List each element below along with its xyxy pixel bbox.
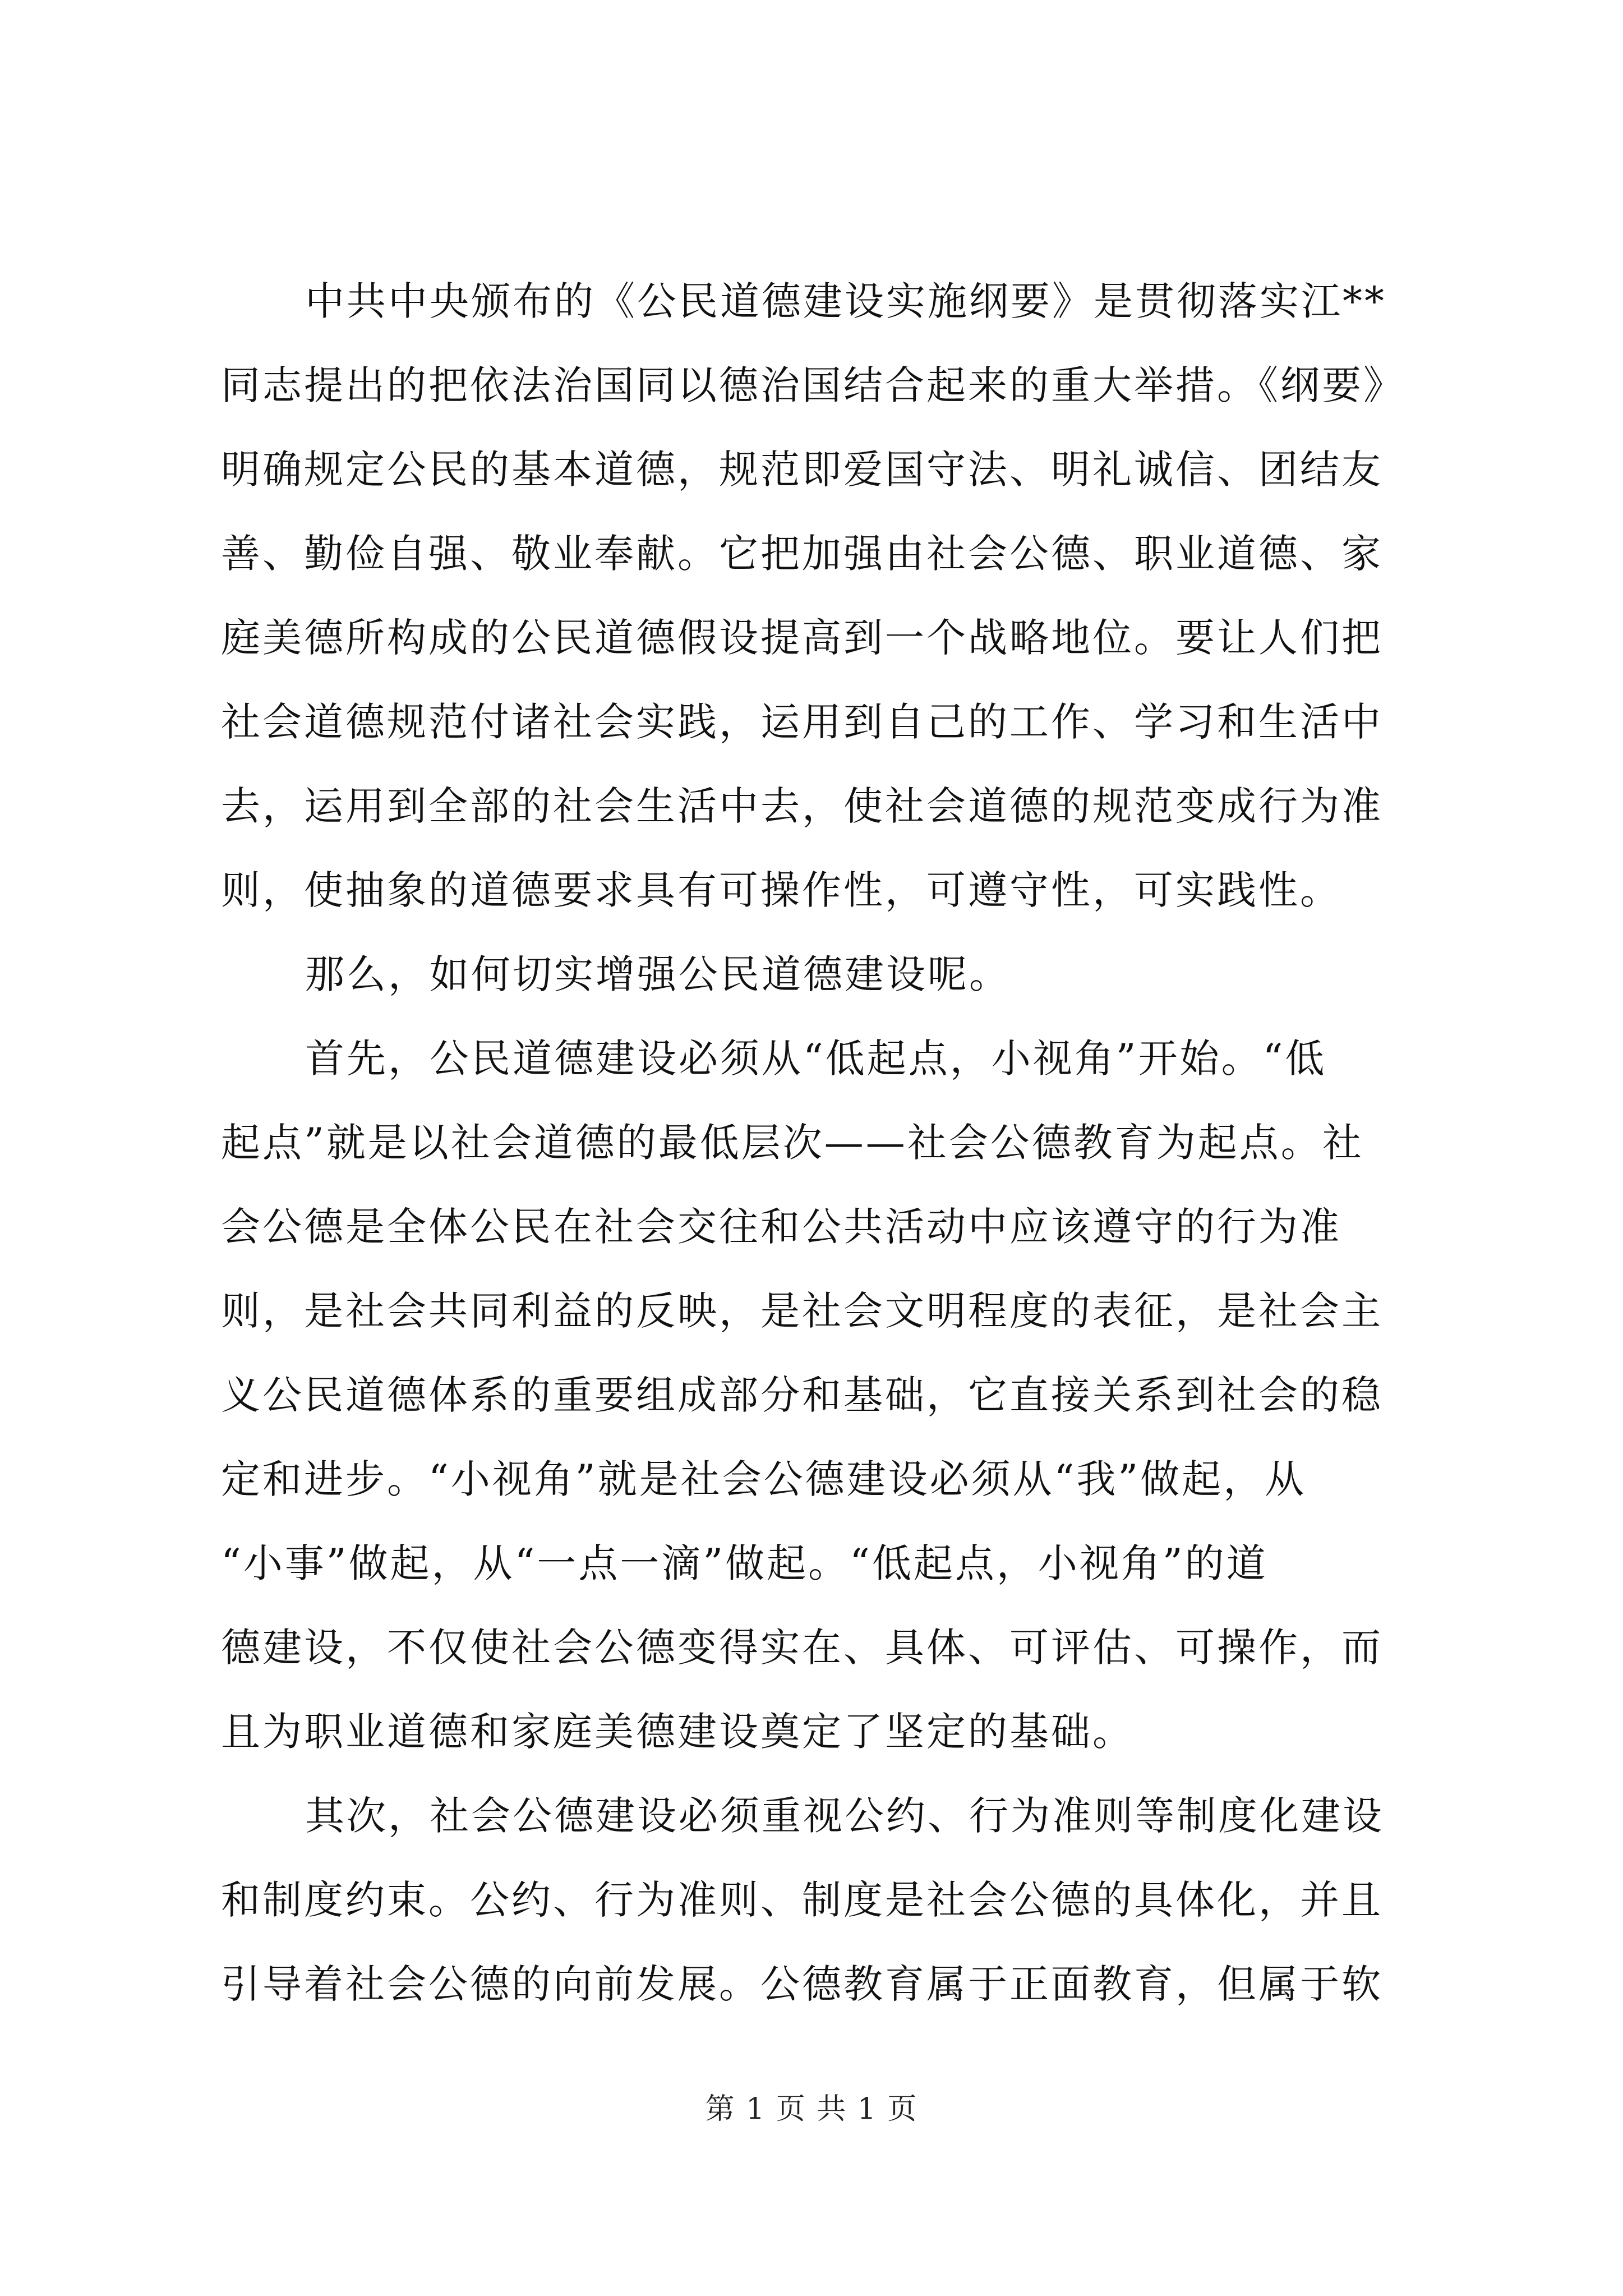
text-line: 那么，如何切实增强公民道德建设呢。 (305, 951, 1011, 997)
text-line: 明确规定公民的基本道德，规范即爱国守法、明礼诚信、团结友 (221, 447, 1383, 493)
text-line: 且为职业道德和家庭美德建设奠定了坚定的基础。 (221, 1709, 1134, 1755)
text-line: “小事”做起，从“一点一滴”做起。“低起点，小视角”的道 (221, 1540, 1268, 1586)
text-line: 庭美德所构成的公民道德假设提高到一个战略地位。要让人们把 (221, 615, 1383, 661)
body-text (221, 259, 1419, 2026)
text-line: 善、勤俭自强、敬业奉献。它把加强由社会公德、职业道德、家 (221, 531, 1383, 577)
text-line: 定和进步。“小视角”就是社会公德建设必须从“我”做起，从 (221, 1456, 1307, 1502)
text-line: 同志提出的把依法治国同以德治国结合起来的重大举措。《纲要》 (221, 362, 1405, 408)
text-line: 其次，社会公德建设必须重视公约、行为准则等制度化建设 (305, 1793, 1384, 1839)
text-line: 会公德是全体公民在社会交往和公共活动中应该遵守的行为准 (221, 1204, 1341, 1250)
text-line: 则，是社会共同利益的反映，是社会文明程度的表征，是社会主 (221, 1288, 1383, 1334)
text-line: 中共中央颁布的《公民道德建设实施纲要》是贯彻落实江** (305, 278, 1386, 324)
text-line: 德建设，不仅使社会公德变得实在、具体、可评估、可操作，而 (221, 1625, 1383, 1671)
text-line: 则，使抽象的道德要求具有可操作性，可遵守性，可实践性。 (221, 867, 1341, 913)
text-line: 去，运用到全部的社会生活中去，使社会道德的规范变成行为准 (221, 783, 1383, 829)
text-line: 起点”就是以社会道德的最低层次——社会公德教育为起点。社 (221, 1120, 1364, 1166)
text-line: 引导着社会公德的向前发展。公德教育属于正面教育，但属于软 (221, 1961, 1383, 2007)
text-line: 义公民道德体系的重要组成部分和基础，它直接关系到社会的稳 (221, 1372, 1383, 1418)
text-line: 首先，公民道德建设必须从“低起点，小视角”开始。“低 (305, 1036, 1327, 1082)
page-footer (0, 2087, 1623, 2132)
text-line: 社会道德规范付诸社会实践，运用到自己的工作、学习和生活中 (221, 699, 1383, 745)
text-line: 和制度约束。公约、行为准则、制度是社会公德的具体化，并且 (221, 1877, 1383, 1923)
page-number-label: 第 1 页 共 1 页 (705, 2092, 918, 2126)
